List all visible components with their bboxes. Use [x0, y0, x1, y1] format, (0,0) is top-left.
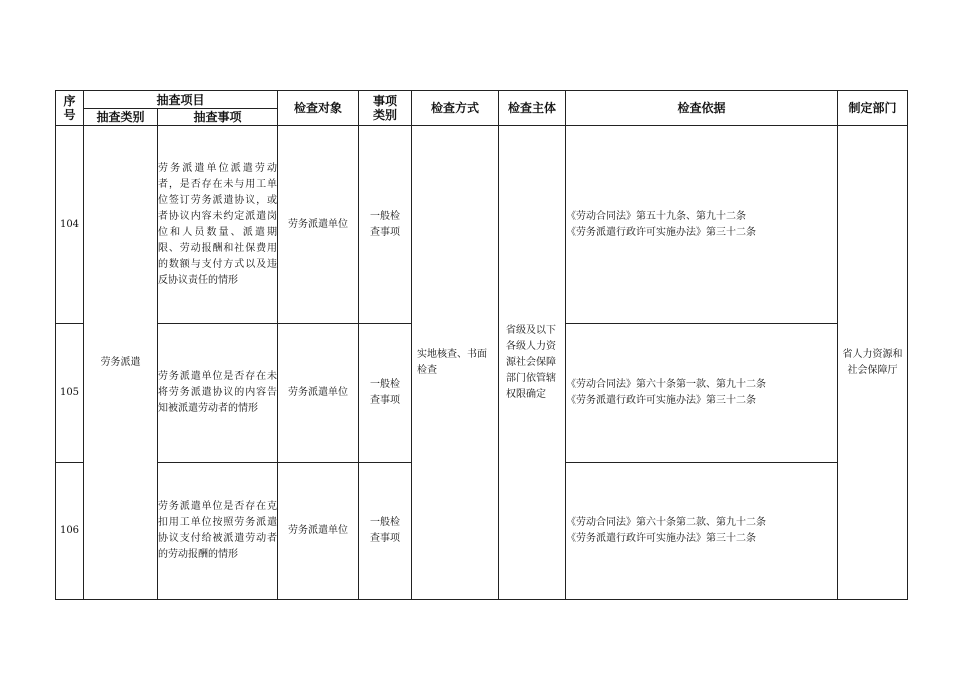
- header-dept: 制定部门: [838, 91, 908, 126]
- row-item-type: 一般检查事项: [359, 462, 412, 599]
- row-seq: 106: [56, 462, 84, 599]
- subject-cell: 省级及以下各级人力资源社会保障部门依管辖权限确定: [499, 126, 566, 600]
- row-target: 劳务派遣单位: [278, 324, 359, 462]
- header-subject: 检查主体: [499, 91, 566, 126]
- row-basis: 《劳动合同法》第六十条第二款、第九十二条 《劳务派遣行政许可实施办法》第三十二条: [566, 462, 838, 599]
- dept-cell: 省人力资源和社会保障厅: [838, 126, 908, 600]
- row-item: 劳务派遣单位是否存在克扣用工单位按照劳务派遣协议支付给被派遣劳动者的劳动报酬的情形: [158, 462, 278, 599]
- row-item-type: 一般检查事项: [359, 324, 412, 462]
- row-item-type: 一般检查事项: [359, 126, 412, 324]
- header-item: 抽查事项: [158, 109, 278, 126]
- row-seq: 104: [56, 126, 84, 324]
- row-basis: 《劳动合同法》第五十九条、第九十二条 《劳务派遣行政许可实施办法》第三十二条: [566, 126, 838, 324]
- row-item: 劳务派遣单位派遣劳动者，是否存在未与用工单位签订劳务派遣协议，或者协议内容未约定派遣岗位和人员数量、派遣期限、劳动报酬和社保费用的数额与支付方式以及违反协议责任的情形: [158, 126, 278, 324]
- header-project: 抽查项目: [84, 91, 278, 109]
- row-basis: 《劳动合同法》第六十条第一款、第九十二条 《劳务派遣行政许可实施办法》第三十二条: [566, 324, 838, 462]
- row-target: 劳务派遣单位: [278, 126, 359, 324]
- header-method: 检查方式: [412, 91, 499, 126]
- category-cell: 劳务派遣: [84, 126, 158, 600]
- header-category: 抽查类别: [84, 109, 158, 126]
- row-seq: 105: [56, 324, 84, 462]
- table-row: [56, 126, 908, 324]
- header-seq: 序号: [56, 91, 84, 126]
- method-cell: 实地核查、书面检查: [412, 126, 499, 600]
- row-target: 劳务派遣单位: [278, 462, 359, 599]
- inspection-table: [55, 90, 908, 600]
- header-target: 检查对象: [278, 91, 359, 126]
- header-basis: 检查依据: [566, 91, 838, 126]
- row-item: 劳务派遣单位是否存在未将劳务派遣协议的内容告知被派遣劳动者的情形: [158, 324, 278, 462]
- header-item-type: 事项类别: [359, 91, 412, 126]
